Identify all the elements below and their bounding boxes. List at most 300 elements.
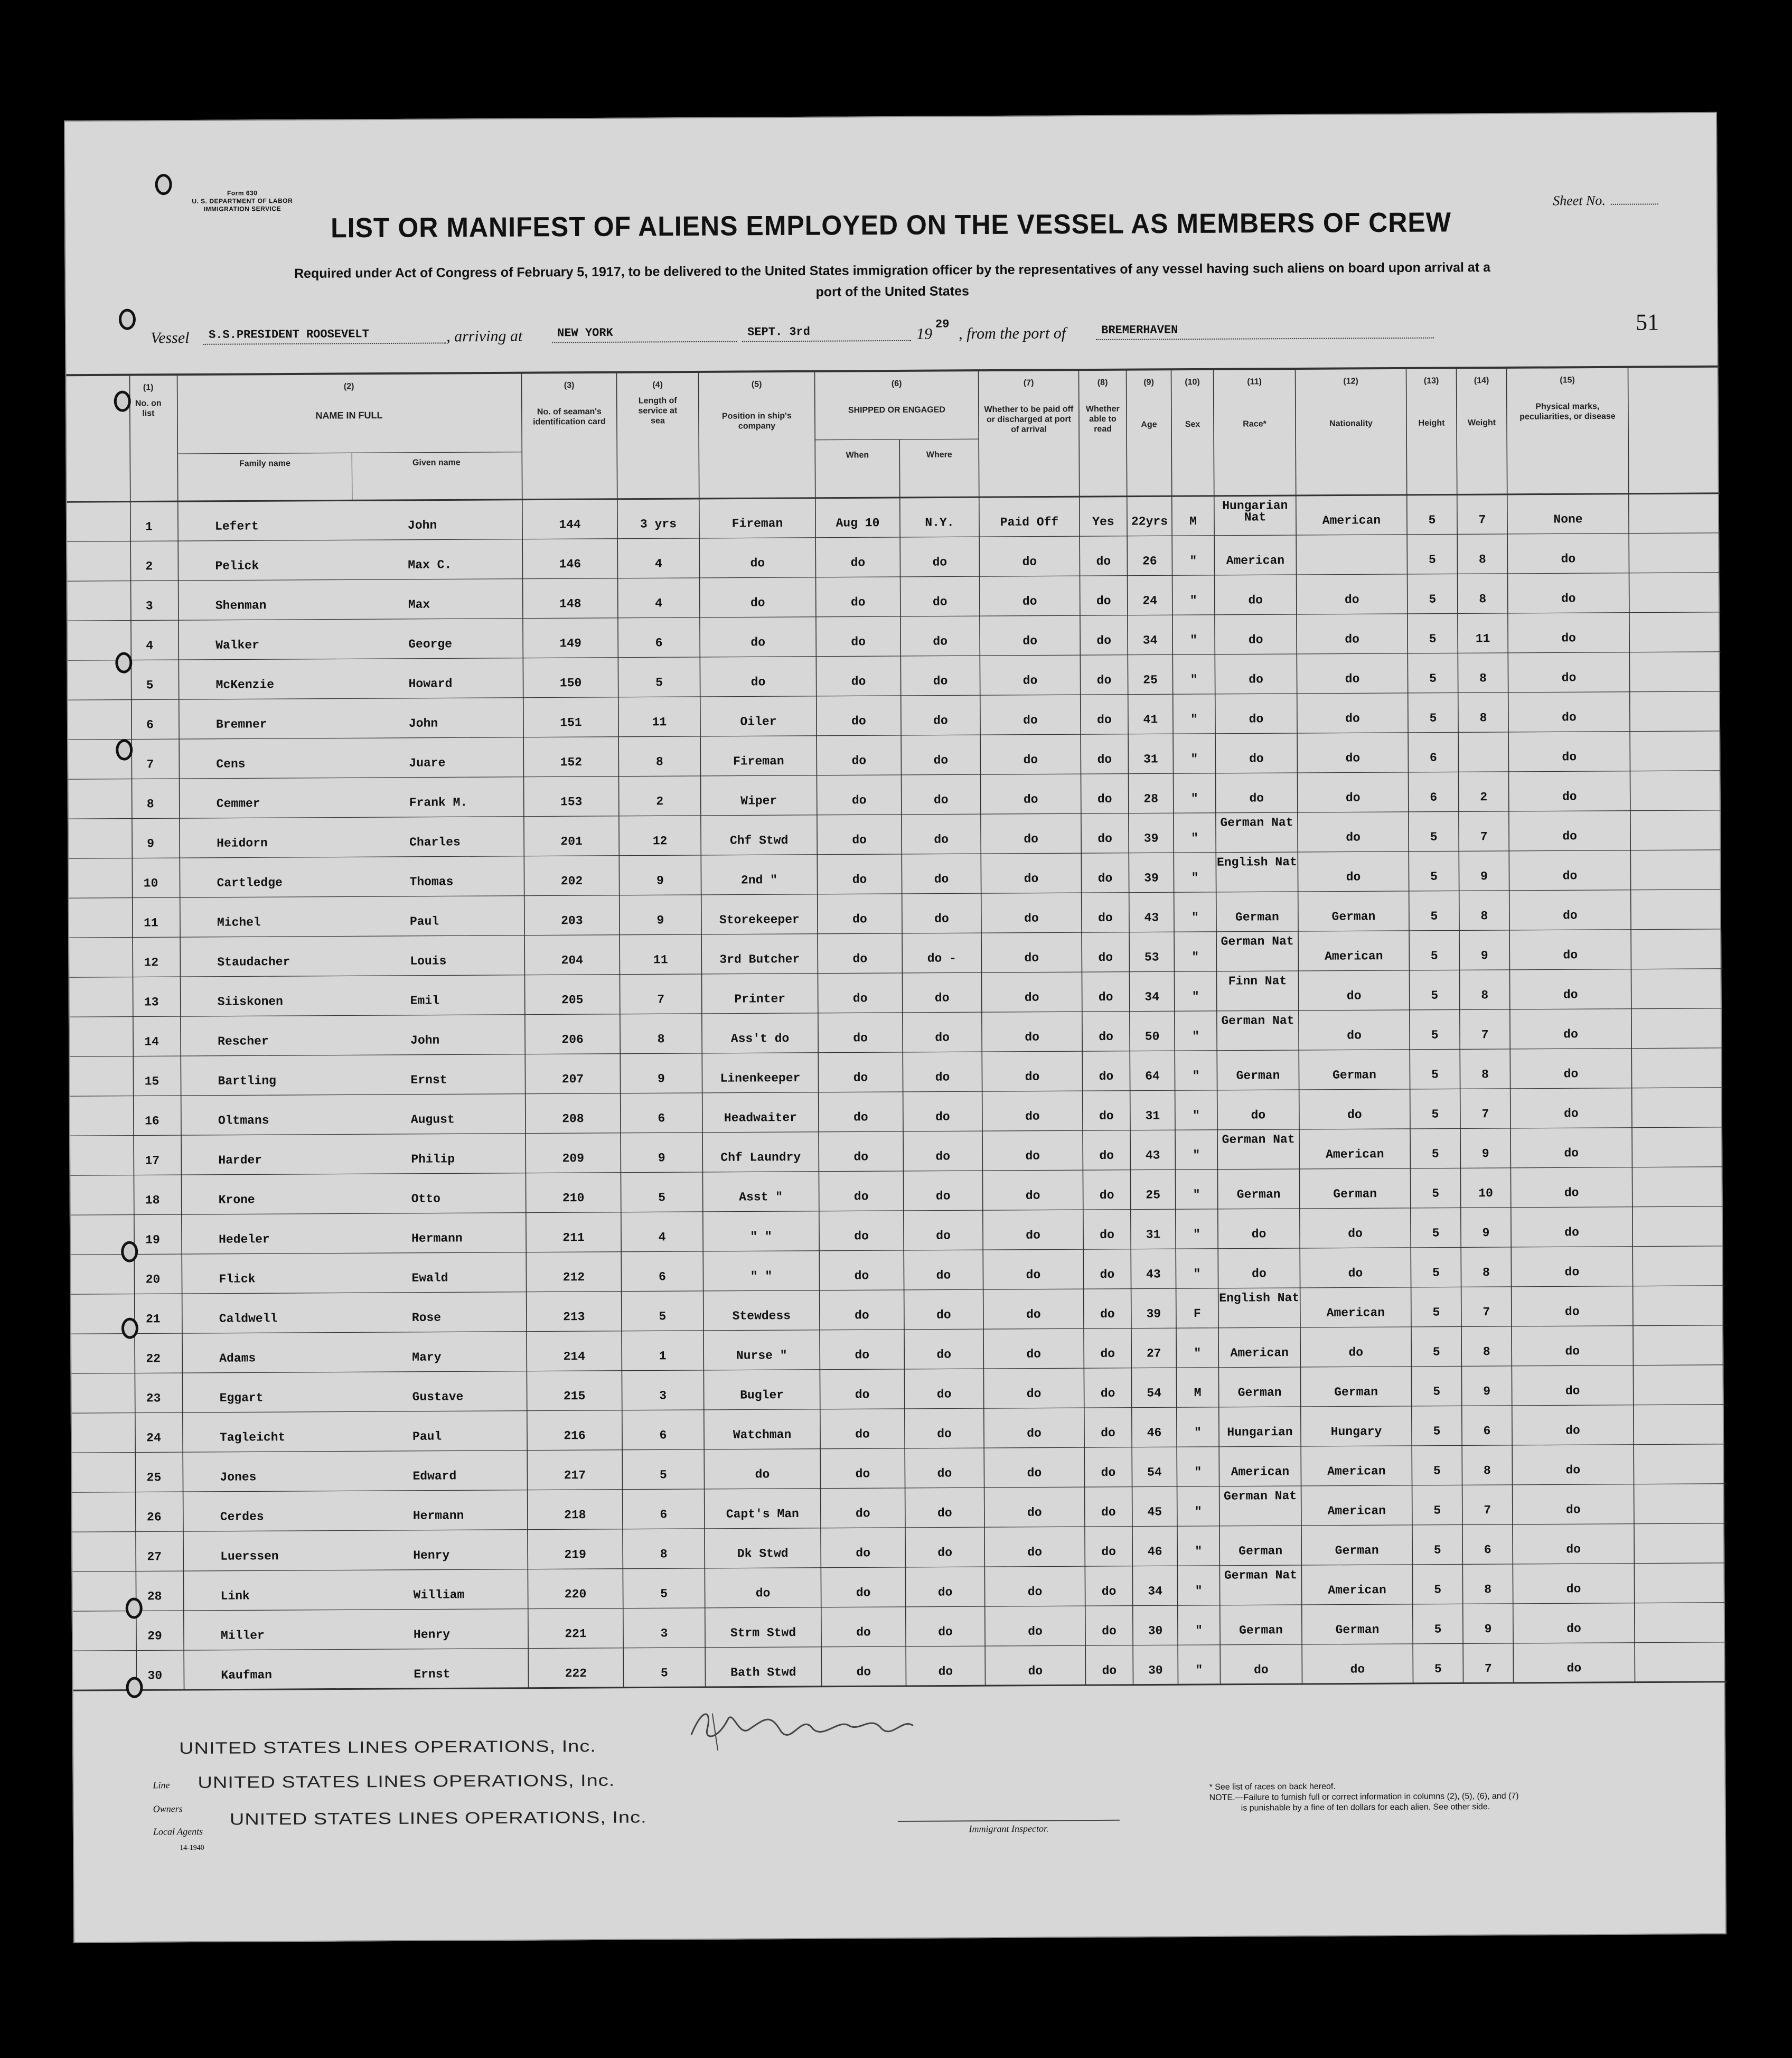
physical-marks: do	[1561, 552, 1576, 566]
shipped-when: do	[856, 1546, 871, 1560]
family-name: Jones	[220, 1470, 257, 1484]
ship-position: do	[750, 556, 765, 570]
family-name: Kaufman	[221, 1668, 273, 1682]
shipped-where: do	[933, 753, 949, 768]
weight: 8	[1483, 1464, 1491, 1478]
paid-off-status: do	[1027, 1585, 1043, 1599]
punch-hole	[126, 1597, 143, 1619]
physical-marks: do	[1561, 671, 1577, 685]
able-to-read: do	[1099, 1030, 1113, 1044]
shipped-where: do	[935, 1110, 950, 1124]
identification-card-number: 217	[564, 1468, 586, 1483]
weight: 7	[1478, 513, 1486, 527]
punch-hole	[115, 652, 132, 673]
sex: "	[1193, 1227, 1201, 1242]
ship-position: Wiper	[740, 794, 777, 808]
nationality: do	[1344, 593, 1359, 607]
length-of-service: 9	[656, 874, 664, 888]
shipped-when: do	[855, 1427, 870, 1442]
race: do	[1251, 1227, 1266, 1241]
weight: 9	[1480, 949, 1488, 963]
family-name: Flick	[219, 1272, 256, 1286]
weight: 9	[1483, 1385, 1491, 1399]
age: 31	[1145, 1109, 1160, 1123]
able-to-read: do	[1098, 911, 1113, 925]
punch-hole	[116, 740, 133, 761]
physical-marks: do	[1564, 1186, 1579, 1200]
col-8-number: (8)	[1097, 378, 1108, 387]
physical-marks: do	[1566, 1661, 1582, 1676]
length-of-service: 5	[655, 676, 663, 690]
age: 30	[1148, 1663, 1163, 1678]
shipped-when: do	[853, 1150, 869, 1164]
shipped-when: do	[851, 754, 867, 768]
age: 34	[1148, 1584, 1162, 1598]
table-bottom-border	[73, 1682, 1727, 1690]
row-number: 9	[147, 837, 155, 851]
age: 27	[1146, 1346, 1161, 1361]
punch-hole	[155, 174, 172, 195]
given-name: Ernst	[410, 1073, 447, 1087]
manifest-sheet	[64, 112, 1727, 1943]
family-name: Shenman	[215, 598, 267, 613]
arrival-port: NEW YORK	[552, 324, 737, 343]
department-name: U. S. DEPARTMENT OF LABOR	[192, 197, 293, 205]
able-to-read: do	[1100, 1267, 1115, 1281]
race: do	[1253, 1663, 1269, 1677]
identification-card-number: 218	[564, 1508, 586, 1522]
family-name: Heidorn	[217, 836, 268, 850]
weight: 7	[1481, 1028, 1489, 1042]
row-divider	[73, 1603, 1726, 1611]
row-divider	[70, 1048, 1723, 1056]
given-name: August	[410, 1112, 455, 1127]
given-name: John	[410, 1033, 440, 1047]
sheet-number: 51	[1635, 309, 1659, 335]
height: 5	[1431, 1147, 1439, 1161]
col-15-header: Physical marks, peculiarities, or disease	[1519, 402, 1616, 422]
length-of-service: 12	[652, 834, 668, 848]
length-of-service: 5	[659, 1468, 667, 1482]
shipped-where: do	[937, 1546, 953, 1560]
col-13-header: Height	[1418, 418, 1445, 428]
length-of-service: 6	[658, 1111, 665, 1126]
shipped-when: do	[855, 1348, 870, 1362]
race: do	[1249, 672, 1263, 687]
ship-position: do	[755, 1586, 771, 1601]
race: American	[1231, 1465, 1290, 1479]
shipped-where: do	[937, 1585, 953, 1599]
identification-card-number: 201	[560, 835, 583, 849]
physical-marks: do	[1562, 869, 1578, 883]
family-name: Krone	[218, 1193, 255, 1207]
length-of-service: 1	[659, 1349, 667, 1363]
row-divider	[70, 1127, 1723, 1136]
sex: "	[1195, 1663, 1203, 1678]
age: 64	[1145, 1069, 1160, 1083]
arrival-date: SEPT. 3rd	[742, 323, 911, 342]
row-divider	[69, 771, 1722, 779]
sex: "	[1191, 989, 1199, 1004]
identification-card-number: 153	[560, 795, 583, 809]
height: 5	[1430, 869, 1438, 884]
able-to-read: do	[1097, 871, 1113, 885]
given-name: Emil	[410, 994, 440, 1008]
ship-position: Stewdess	[732, 1309, 791, 1323]
length-of-service: 6	[660, 1508, 668, 1522]
identification-card-number: 209	[562, 1152, 585, 1166]
given-name: Rose	[411, 1311, 442, 1325]
height: 5	[1429, 671, 1437, 686]
ship-position: " "	[750, 1230, 772, 1244]
able-to-read: do	[1102, 1624, 1117, 1638]
shipped-where: do	[932, 595, 947, 609]
punch-hole	[121, 1241, 138, 1262]
nationality: German	[1332, 1068, 1376, 1082]
column-divider	[177, 375, 184, 1690]
sheet-no-label: Sheet No.	[1553, 192, 1606, 209]
length-of-service: 5	[659, 1309, 667, 1324]
nationality: American	[1327, 1464, 1386, 1479]
row-number: 21	[145, 1312, 161, 1326]
given-name: Ewald	[411, 1271, 448, 1285]
race: German Nat	[1221, 1014, 1294, 1028]
row-divider	[71, 1365, 1724, 1373]
given-name: Frank M.	[409, 796, 468, 810]
race: American	[1230, 1346, 1289, 1360]
sex: "	[1190, 633, 1198, 648]
length-of-service: 3	[659, 1389, 667, 1403]
shipped-subheader-split	[899, 439, 906, 1686]
ship-position: Strm Stwd	[730, 1625, 796, 1640]
race-footnote: * See list of races on back hereof.	[1209, 1782, 1336, 1792]
age: 31	[1146, 1228, 1161, 1242]
identification-card-number: 204	[561, 953, 584, 968]
physical-marks: do	[1562, 829, 1577, 844]
line-value-stamp: UNITED STATES LINES OPERATIONS, Inc.	[198, 1771, 615, 1792]
identification-card-number: 203	[561, 914, 583, 928]
shipped-when: do	[855, 1388, 870, 1402]
race: Hungarian	[1227, 1425, 1293, 1439]
weight: 7	[1480, 830, 1488, 844]
nationality: do	[1345, 751, 1361, 765]
age: 34	[1144, 990, 1160, 1004]
given-name: Paul	[412, 1429, 442, 1444]
row-number: 22	[146, 1352, 161, 1366]
physical-marks: do	[1562, 750, 1577, 764]
able-to-read: do	[1100, 1346, 1115, 1361]
sex: "	[1191, 950, 1199, 965]
height: 5	[1430, 830, 1438, 844]
able-to-read: do	[1101, 1505, 1116, 1519]
line-label: Line	[153, 1780, 170, 1791]
family-name: Tagleicht	[219, 1430, 286, 1445]
identification-card-number: 212	[562, 1270, 585, 1285]
col-9-header: Age	[1141, 420, 1157, 429]
age: 34	[1142, 633, 1158, 648]
shipped-where: do	[933, 793, 949, 807]
row-number: 18	[145, 1193, 160, 1208]
sex: "	[1190, 712, 1198, 727]
shipped-where: do	[934, 872, 949, 886]
shipped-where: do	[938, 1664, 953, 1679]
shipped-where: do	[935, 1189, 951, 1203]
age: 43	[1146, 1267, 1161, 1281]
paid-off-status: do	[1028, 1624, 1043, 1639]
able-to-read: do	[1101, 1465, 1116, 1480]
ship-position: " "	[750, 1269, 773, 1284]
col-6-number: (6)	[891, 379, 902, 389]
nationality: American	[1325, 1147, 1384, 1162]
height: 5	[1431, 988, 1439, 1003]
col-2-family-header: Family name	[239, 459, 290, 469]
given-name: Philip	[411, 1152, 455, 1166]
col-12-header: Nationality	[1329, 419, 1373, 428]
physical-marks: do	[1561, 631, 1577, 646]
weight: 8	[1479, 592, 1487, 606]
col-15-number: (15)	[1560, 376, 1575, 385]
race: German	[1235, 910, 1279, 924]
given-name: John	[407, 518, 437, 532]
paid-off-status: do	[1025, 1189, 1040, 1203]
shipped-when: do	[852, 833, 867, 847]
sex: "	[1189, 554, 1197, 568]
given-name: John	[408, 716, 438, 731]
length-of-service: 6	[658, 1270, 666, 1284]
paid-off-status: Paid Off	[1000, 515, 1059, 529]
given-name: Henry	[413, 1548, 450, 1563]
able-to-read: do	[1099, 1148, 1114, 1163]
family-name: Pelick	[215, 559, 259, 573]
nationality: German	[1333, 1187, 1377, 1201]
ship-position: Bugler	[740, 1388, 784, 1402]
identification-card-number: 205	[561, 993, 584, 1007]
owners-label: Owners	[153, 1803, 183, 1814]
shipped-where: do	[936, 1229, 951, 1243]
physical-marks: do	[1563, 988, 1578, 1002]
shipped-when: do	[851, 635, 866, 649]
length-of-service: 4	[658, 1230, 666, 1245]
ship-position: do	[755, 1467, 770, 1482]
row-divider	[70, 1088, 1723, 1096]
family-name: Bartling	[218, 1074, 277, 1088]
col-2-header: NAME IN FULL	[315, 410, 383, 421]
sex: "	[1190, 791, 1198, 806]
weight: 9	[1481, 1147, 1489, 1161]
length-of-service: 8	[655, 755, 663, 769]
paid-off-status: do	[1023, 713, 1038, 727]
physical-marks: do	[1565, 1384, 1580, 1398]
shipped-when: do	[853, 1110, 868, 1125]
sex: "	[1190, 672, 1198, 687]
row-number: 6	[146, 718, 154, 732]
shipped-when: do	[852, 991, 868, 1006]
sex: "	[1191, 831, 1199, 846]
identification-card-number: 220	[564, 1587, 587, 1602]
nationality: do	[1346, 989, 1362, 1003]
col-10-header: Sex	[1185, 419, 1200, 429]
height: 5	[1429, 711, 1437, 725]
year-suffix: 29	[935, 317, 950, 331]
height: 5	[1430, 949, 1438, 963]
shipped-where: do	[935, 1070, 950, 1084]
ship-position: Asst "	[739, 1190, 783, 1204]
weight: 7	[1481, 1107, 1489, 1121]
nationality: do	[1346, 870, 1361, 884]
row-number: 30	[147, 1669, 163, 1683]
age: 46	[1147, 1426, 1162, 1440]
shipped-where: do	[935, 1031, 950, 1045]
row-divider	[69, 929, 1722, 938]
physical-marks: do	[1565, 1424, 1580, 1438]
height: 5	[1433, 1464, 1441, 1478]
shipped-when: do	[851, 793, 867, 808]
sex: "	[1192, 1108, 1200, 1123]
identification-card-number: 151	[560, 716, 582, 730]
nationality: do	[1350, 1662, 1365, 1677]
age: 45	[1147, 1505, 1162, 1519]
ship-position: 2nd "	[740, 873, 778, 887]
age: 54	[1147, 1465, 1162, 1480]
shipped-when: do	[856, 1586, 871, 1600]
able-to-read: do	[1096, 594, 1111, 608]
physical-marks: do	[1562, 790, 1577, 804]
sex: "	[1195, 1544, 1203, 1559]
race: English Nat	[1216, 855, 1297, 869]
shipped-where: do	[933, 634, 948, 649]
height: 5	[1434, 1662, 1442, 1676]
shipped-where: do -	[927, 951, 956, 966]
row-divider	[70, 1167, 1723, 1175]
local-agents-label: Local Agents	[153, 1826, 203, 1837]
shipped-when: Aug 10	[836, 516, 880, 530]
length-of-service: 5	[660, 1666, 668, 1680]
identification-card-number: 148	[559, 597, 581, 611]
shipped-where: do	[936, 1268, 951, 1283]
weight: 9	[1484, 1622, 1492, 1636]
age: 31	[1143, 752, 1158, 766]
weight: 8	[1482, 1266, 1490, 1280]
identification-card-number: 144	[559, 518, 581, 532]
ship-position: Ass't do	[730, 1032, 790, 1046]
weight: 11	[1475, 632, 1490, 646]
able-to-read: do	[1096, 633, 1112, 648]
race: German Nat	[1224, 1489, 1297, 1503]
inspector-signature	[681, 1697, 935, 1756]
weight: 8	[1479, 711, 1487, 725]
race: Finn Nat	[1228, 974, 1287, 988]
row-divider	[68, 652, 1721, 660]
height: 5	[1432, 1226, 1440, 1240]
row-number: 1	[145, 520, 153, 534]
col-11-number: (11)	[1247, 377, 1262, 387]
given-name: Thomas	[409, 875, 454, 889]
row-number: 20	[145, 1273, 161, 1287]
length-of-service: 8	[660, 1547, 668, 1561]
row-number: 25	[146, 1471, 162, 1485]
nationality: do	[1345, 712, 1360, 726]
nationality: do	[1348, 1266, 1363, 1280]
shipped-when: do	[853, 1190, 869, 1204]
age: 28	[1143, 792, 1159, 806]
identification-card-number: 152	[560, 755, 583, 770]
identification-card-number: 206	[561, 1033, 584, 1047]
age: 30	[1148, 1624, 1163, 1638]
family-name: McKenzie	[215, 678, 275, 692]
race: German	[1239, 1623, 1283, 1638]
sex: F	[1193, 1306, 1201, 1321]
family-name: Adams	[219, 1351, 256, 1365]
race: German	[1239, 1544, 1283, 1558]
identification-card-number: 219	[564, 1548, 586, 1562]
nationality: American	[1327, 1504, 1386, 1518]
col-2-number: (2)	[343, 382, 354, 391]
race: German Nat	[1224, 1568, 1298, 1583]
sex: "	[1190, 752, 1198, 766]
fine-note-line-2: is punishable by a fine of ten dollars for each alien. See other side.	[1241, 1802, 1490, 1813]
identification-card-number: 213	[563, 1310, 585, 1324]
able-to-read: do	[1100, 1307, 1115, 1321]
physical-marks: do	[1566, 1622, 1581, 1636]
family-name: Miller	[220, 1629, 265, 1643]
paid-off-status: do	[1022, 594, 1037, 609]
shipped-when: do	[855, 1507, 870, 1521]
age: 39	[1144, 871, 1159, 885]
weight: 9	[1482, 1226, 1490, 1240]
nationality: German	[1331, 910, 1376, 924]
shipped-when: do	[854, 1308, 869, 1323]
ship-position: Chf Laundry	[720, 1150, 801, 1165]
sex: "	[1194, 1425, 1202, 1440]
identification-card-number: 208	[562, 1112, 584, 1126]
paid-off-status: do	[1025, 1149, 1040, 1163]
paid-off-status: do	[1022, 555, 1037, 569]
age: 39	[1146, 1307, 1161, 1321]
able-to-read: Yes	[1092, 514, 1114, 529]
shipped-where: do	[933, 674, 948, 688]
age: 43	[1145, 1148, 1160, 1163]
row-number: 2	[145, 559, 153, 574]
row-divider	[67, 533, 1720, 541]
identification-card-number: 211	[562, 1231, 585, 1245]
paid-off-status: do	[1023, 753, 1038, 767]
able-to-read: do	[1097, 831, 1113, 846]
row-divider	[69, 850, 1722, 858]
race: do	[1252, 1267, 1266, 1281]
identification-card-number: 215	[563, 1389, 586, 1404]
from-port-label: , from the port of	[959, 324, 1066, 343]
nationality: do	[1348, 1345, 1364, 1360]
height: 5	[1431, 1028, 1439, 1042]
col-14-header: Weight	[1467, 418, 1496, 428]
height: 5	[1432, 1186, 1440, 1201]
row-number: 17	[145, 1154, 160, 1168]
col-6-where-header: Where	[926, 450, 952, 460]
sex: M	[1194, 1386, 1202, 1400]
ship-position: Capt's Man	[726, 1507, 799, 1521]
shipped-where: do	[938, 1625, 953, 1639]
ship-position: Chf Stwd	[729, 834, 789, 848]
row-divider	[70, 1008, 1723, 1017]
ship-position: Oiler	[740, 715, 777, 729]
physical-marks: do	[1563, 1107, 1579, 1121]
identification-card-number: 150	[559, 676, 582, 690]
sex: "	[1194, 1346, 1202, 1361]
shipped-where: do	[934, 832, 949, 847]
company-stamp-top: UNITED STATES LINES OPERATIONS, Inc.	[179, 1737, 597, 1758]
row-divider	[69, 890, 1722, 898]
weight: 10	[1478, 1186, 1494, 1201]
